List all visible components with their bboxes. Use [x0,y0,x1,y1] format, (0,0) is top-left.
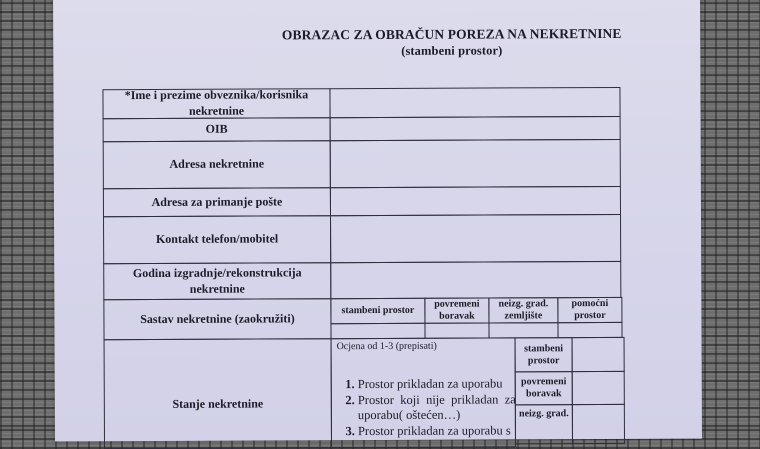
property-address-field[interactable] [330,139,621,188]
form-title: OBRAZAC ZA OBRAČUN POREZA NA NEKRETNINE [281,25,622,43]
condition-value-temporary[interactable] [572,371,625,405]
composition-value-auxiliary[interactable] [557,322,622,338]
composition-option-residential[interactable]: stambeni prostor [330,298,425,324]
condition-option-3: 3. Prostor prikladan za uporabu s [358,423,516,439]
label-property-address: Adresa nekretnine [103,140,331,189]
composition-option-auxiliary[interactable]: pomoćni prostor [557,297,622,323]
label-mailing-address: Adresa za primanje pošte [103,187,331,217]
form-subtitle: (stambeni prostor) [401,43,503,58]
oib-field[interactable] [330,116,621,141]
composition-option-temporary[interactable]: povremeni boravak [424,298,489,324]
condition-rating-box [331,337,516,448]
phone-field[interactable] [330,214,621,263]
condition-category-temporary: povremeni boravak [515,371,573,405]
paper-sheet [53,0,702,441]
condition-rating-list [336,376,516,439]
owner-name-field[interactable] [329,87,620,118]
label-build-year: Godina izgradnje/rekonstrukcija nekretnine [103,262,331,300]
condition-category-residential: stambeni prostor [515,337,573,372]
composition-value-residential[interactable] [330,323,425,339]
composition-option-land[interactable]: neizg. grad. zemljište [488,297,558,323]
mailing-address-field[interactable] [330,186,621,216]
label-property-condition: Stanje nekretnine [104,338,332,449]
label-oib: OIB [103,117,331,142]
composition-value-temporary[interactable] [424,323,489,339]
condition-option-2: 2. Prostor koji nije prikladan za uporabu( oštećen…) [358,392,516,424]
condition-value-land[interactable] [572,404,625,444]
label-phone: Kontakt telefon/mobitel [103,215,331,264]
condition-value-residential[interactable] [572,337,625,372]
label-owner-name: *Ime i prezime obveznika/korisnika nekretnine [102,88,330,119]
build-year-field[interactable] [330,261,621,299]
condition-category-land: neizg. grad. [515,404,573,444]
label-property-composition: Sastav nekretnine (zaokružiti) [103,298,331,340]
condition-rating-hint: Ocjena od 1-3 (prepisati) [336,340,437,353]
condition-option-1: 1. Prostor prikladan za uporabu [358,376,516,392]
composition-value-land[interactable] [488,322,558,338]
